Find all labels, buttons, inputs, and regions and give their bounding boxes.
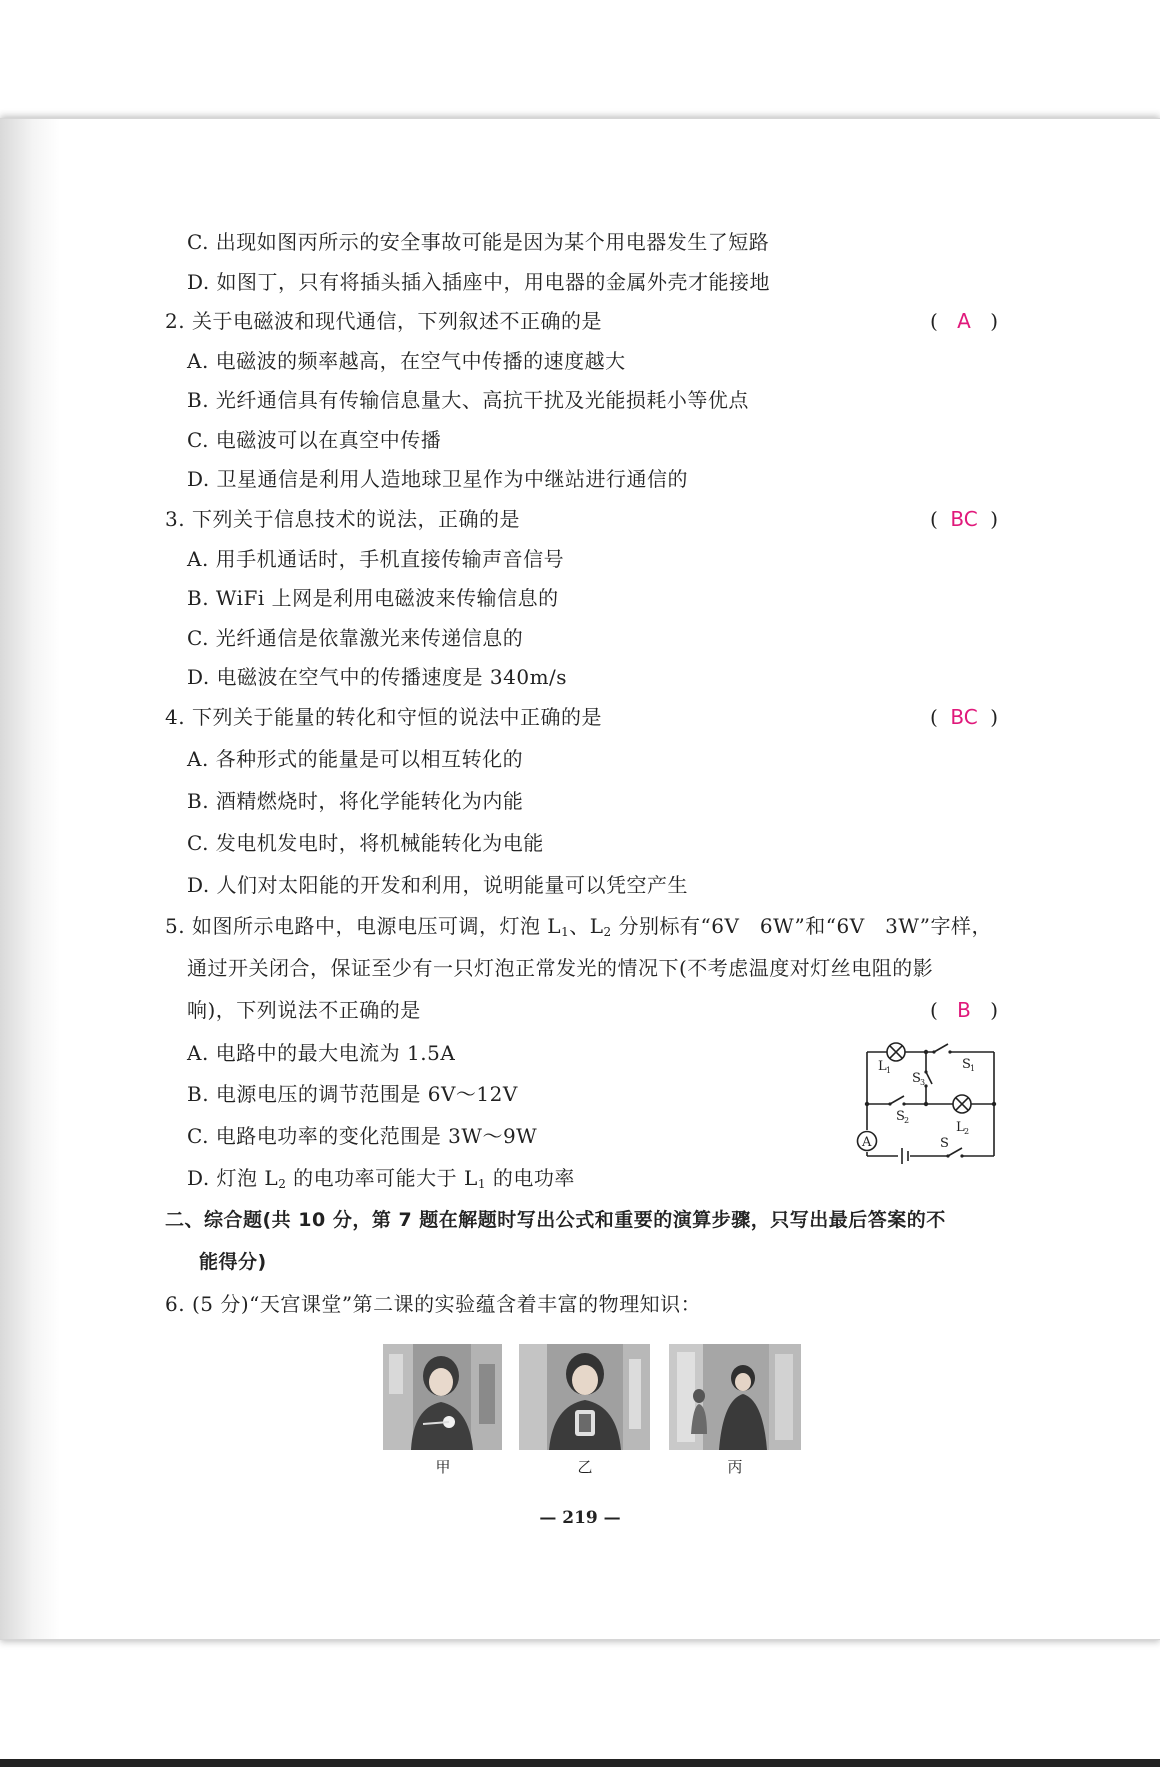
q2-option-b: B. 光纤通信具有传输信息量大、高抗干扰及光能损耗小等优点 xyxy=(187,388,749,412)
photo-bing xyxy=(669,1344,801,1450)
q5-option-b: B. 电源电压的调节范围是 6V～12V xyxy=(187,1082,518,1106)
page-number: — 219 — xyxy=(539,1508,621,1528)
q4-answer-value: BC xyxy=(950,705,978,729)
q5-option-d xyxy=(187,1164,575,1198)
q5-text-part1: 5. 如图所示电路中，电源电压可调，灯泡 L xyxy=(165,914,562,938)
page-shadow xyxy=(0,119,60,1639)
photo-jia xyxy=(383,1344,502,1450)
label-s3-sub: 3 xyxy=(920,1078,926,1087)
label-l1-sub: 1 xyxy=(886,1066,892,1075)
q5-option-c: C. 电路电功率的变化范围是 3W～9W xyxy=(187,1124,538,1148)
q3-answer-value: BC xyxy=(950,507,978,531)
q3-option-d: D. 电磁波在空气中的传播速度是 340m/s xyxy=(187,665,568,689)
q2-option-d: D. 卫星通信是利用人造地球卫星作为中继站进行通信的 xyxy=(187,467,689,491)
q4-option-d: D. 人们对太阳能的开发和利用，说明能量可以凭空产生 xyxy=(187,873,689,897)
q5-stem-line1 xyxy=(165,912,992,946)
label-l1: L xyxy=(878,1059,887,1074)
q5-stem-line2: 通过开关闭合，保证至少有一只灯泡正常发光的情况下(不考虑温度对灯丝电阻的影 xyxy=(187,956,934,980)
q5-text-part3: 分别标有“6V 6W”和“6V 3W”字样， xyxy=(611,914,993,938)
label-s2: S xyxy=(896,1109,905,1124)
q4-option-c: C. 发电机发电时，将机械能转化为电能 xyxy=(187,831,544,855)
q6-stem: 6. (5 分)“天宫课堂”第二课的实验蕴含着丰富的物理知识： xyxy=(165,1292,702,1316)
q3-option-c: C. 光纤通信是依靠激光来传递信息的 xyxy=(187,626,524,650)
q4-option-a: A. 各种形式的能量是可以相互转化的 xyxy=(187,747,524,771)
photo-yi xyxy=(519,1344,650,1450)
q3-option-b: B. WiFi 上网是利用电磁波来传输信息的 xyxy=(187,586,559,610)
paren-open: ( xyxy=(930,507,938,531)
q5d-text-part3: 的电功率 xyxy=(485,1166,575,1190)
section2-heading-line1: 二、综合题(共 10 分，第 7 题在解题时写出公式和重要的演算步骤，只写出最后答案的不 xyxy=(165,1209,946,1231)
paren-open: ( xyxy=(930,705,938,729)
q3-option-a: A. 用手机通话时，手机直接传输声音信号 xyxy=(187,547,565,571)
label-s1-sub: 1 xyxy=(970,1064,976,1073)
lamp-l1-icon xyxy=(887,1043,905,1061)
q4-stem: 4. 下列关于能量的转化和守恒的说法中正确的是 xyxy=(165,705,602,729)
q2-stem: 2. 关于电磁波和现代通信，下列叙述不正确的是 xyxy=(165,309,602,333)
section2-heading-line2: 能得分) xyxy=(199,1251,267,1273)
q4-option-b: B. 酒精燃烧时，将化学能转化为内能 xyxy=(187,789,524,813)
q1-option-c: C. 出现如图丙所示的安全事故可能是因为某个用电器发生了短路 xyxy=(187,230,770,254)
q2-option-c: C. 电磁波可以在真空中传播 xyxy=(187,428,442,452)
paren-close: ) xyxy=(990,507,998,531)
paren-close: ) xyxy=(990,705,998,729)
q2-option-a: A. 电磁波的频率越高，在空气中传播的速度越大 xyxy=(187,349,626,373)
label-s: S xyxy=(940,1136,949,1151)
label-s3: S xyxy=(912,1071,921,1086)
q5-text-part2: 、L xyxy=(569,914,604,938)
q5-answer-value: B xyxy=(957,998,971,1022)
q2-answer-value: A xyxy=(957,309,971,333)
paren-close: ) xyxy=(990,309,998,333)
photo-label-yi: 乙 xyxy=(577,1458,593,1476)
ammeter-label: A xyxy=(862,1135,872,1150)
paren-open: ( xyxy=(930,309,938,333)
lamp-l2-icon xyxy=(953,1095,971,1113)
paren-open: ( xyxy=(930,998,938,1022)
bottom-bar xyxy=(0,1759,1160,1767)
subscript: 2 xyxy=(278,1177,287,1191)
q3-stem: 3. 下列关于信息技术的说法，正确的是 xyxy=(165,507,520,531)
subscript: 2 xyxy=(603,925,612,939)
subscript: 1 xyxy=(477,1177,486,1191)
circuit-diagram xyxy=(852,1036,1002,1164)
photo-label-jia: 甲 xyxy=(435,1458,451,1476)
q1-option-d: D. 如图丁，只有将插头插入插座中，用电器的金属外壳才能接地 xyxy=(187,270,771,294)
label-l2: L xyxy=(956,1120,965,1135)
paren-close: ) xyxy=(990,998,998,1022)
q5d-text-part1: D. 灯泡 L xyxy=(187,1166,279,1190)
subscript: 1 xyxy=(561,925,570,939)
label-s2-sub: 2 xyxy=(904,1116,910,1125)
label-s1: S xyxy=(962,1057,971,1072)
q5-option-a: A. 电路中的最大电流为 1.5A xyxy=(187,1041,456,1065)
label-l2-sub: 2 xyxy=(964,1127,970,1136)
q5d-text-part2: 的电功率可能大于 L xyxy=(286,1166,478,1190)
photo-label-bing: 丙 xyxy=(727,1458,743,1476)
q5-stem-line3: 响)，下列说法不正确的是 xyxy=(187,998,421,1022)
